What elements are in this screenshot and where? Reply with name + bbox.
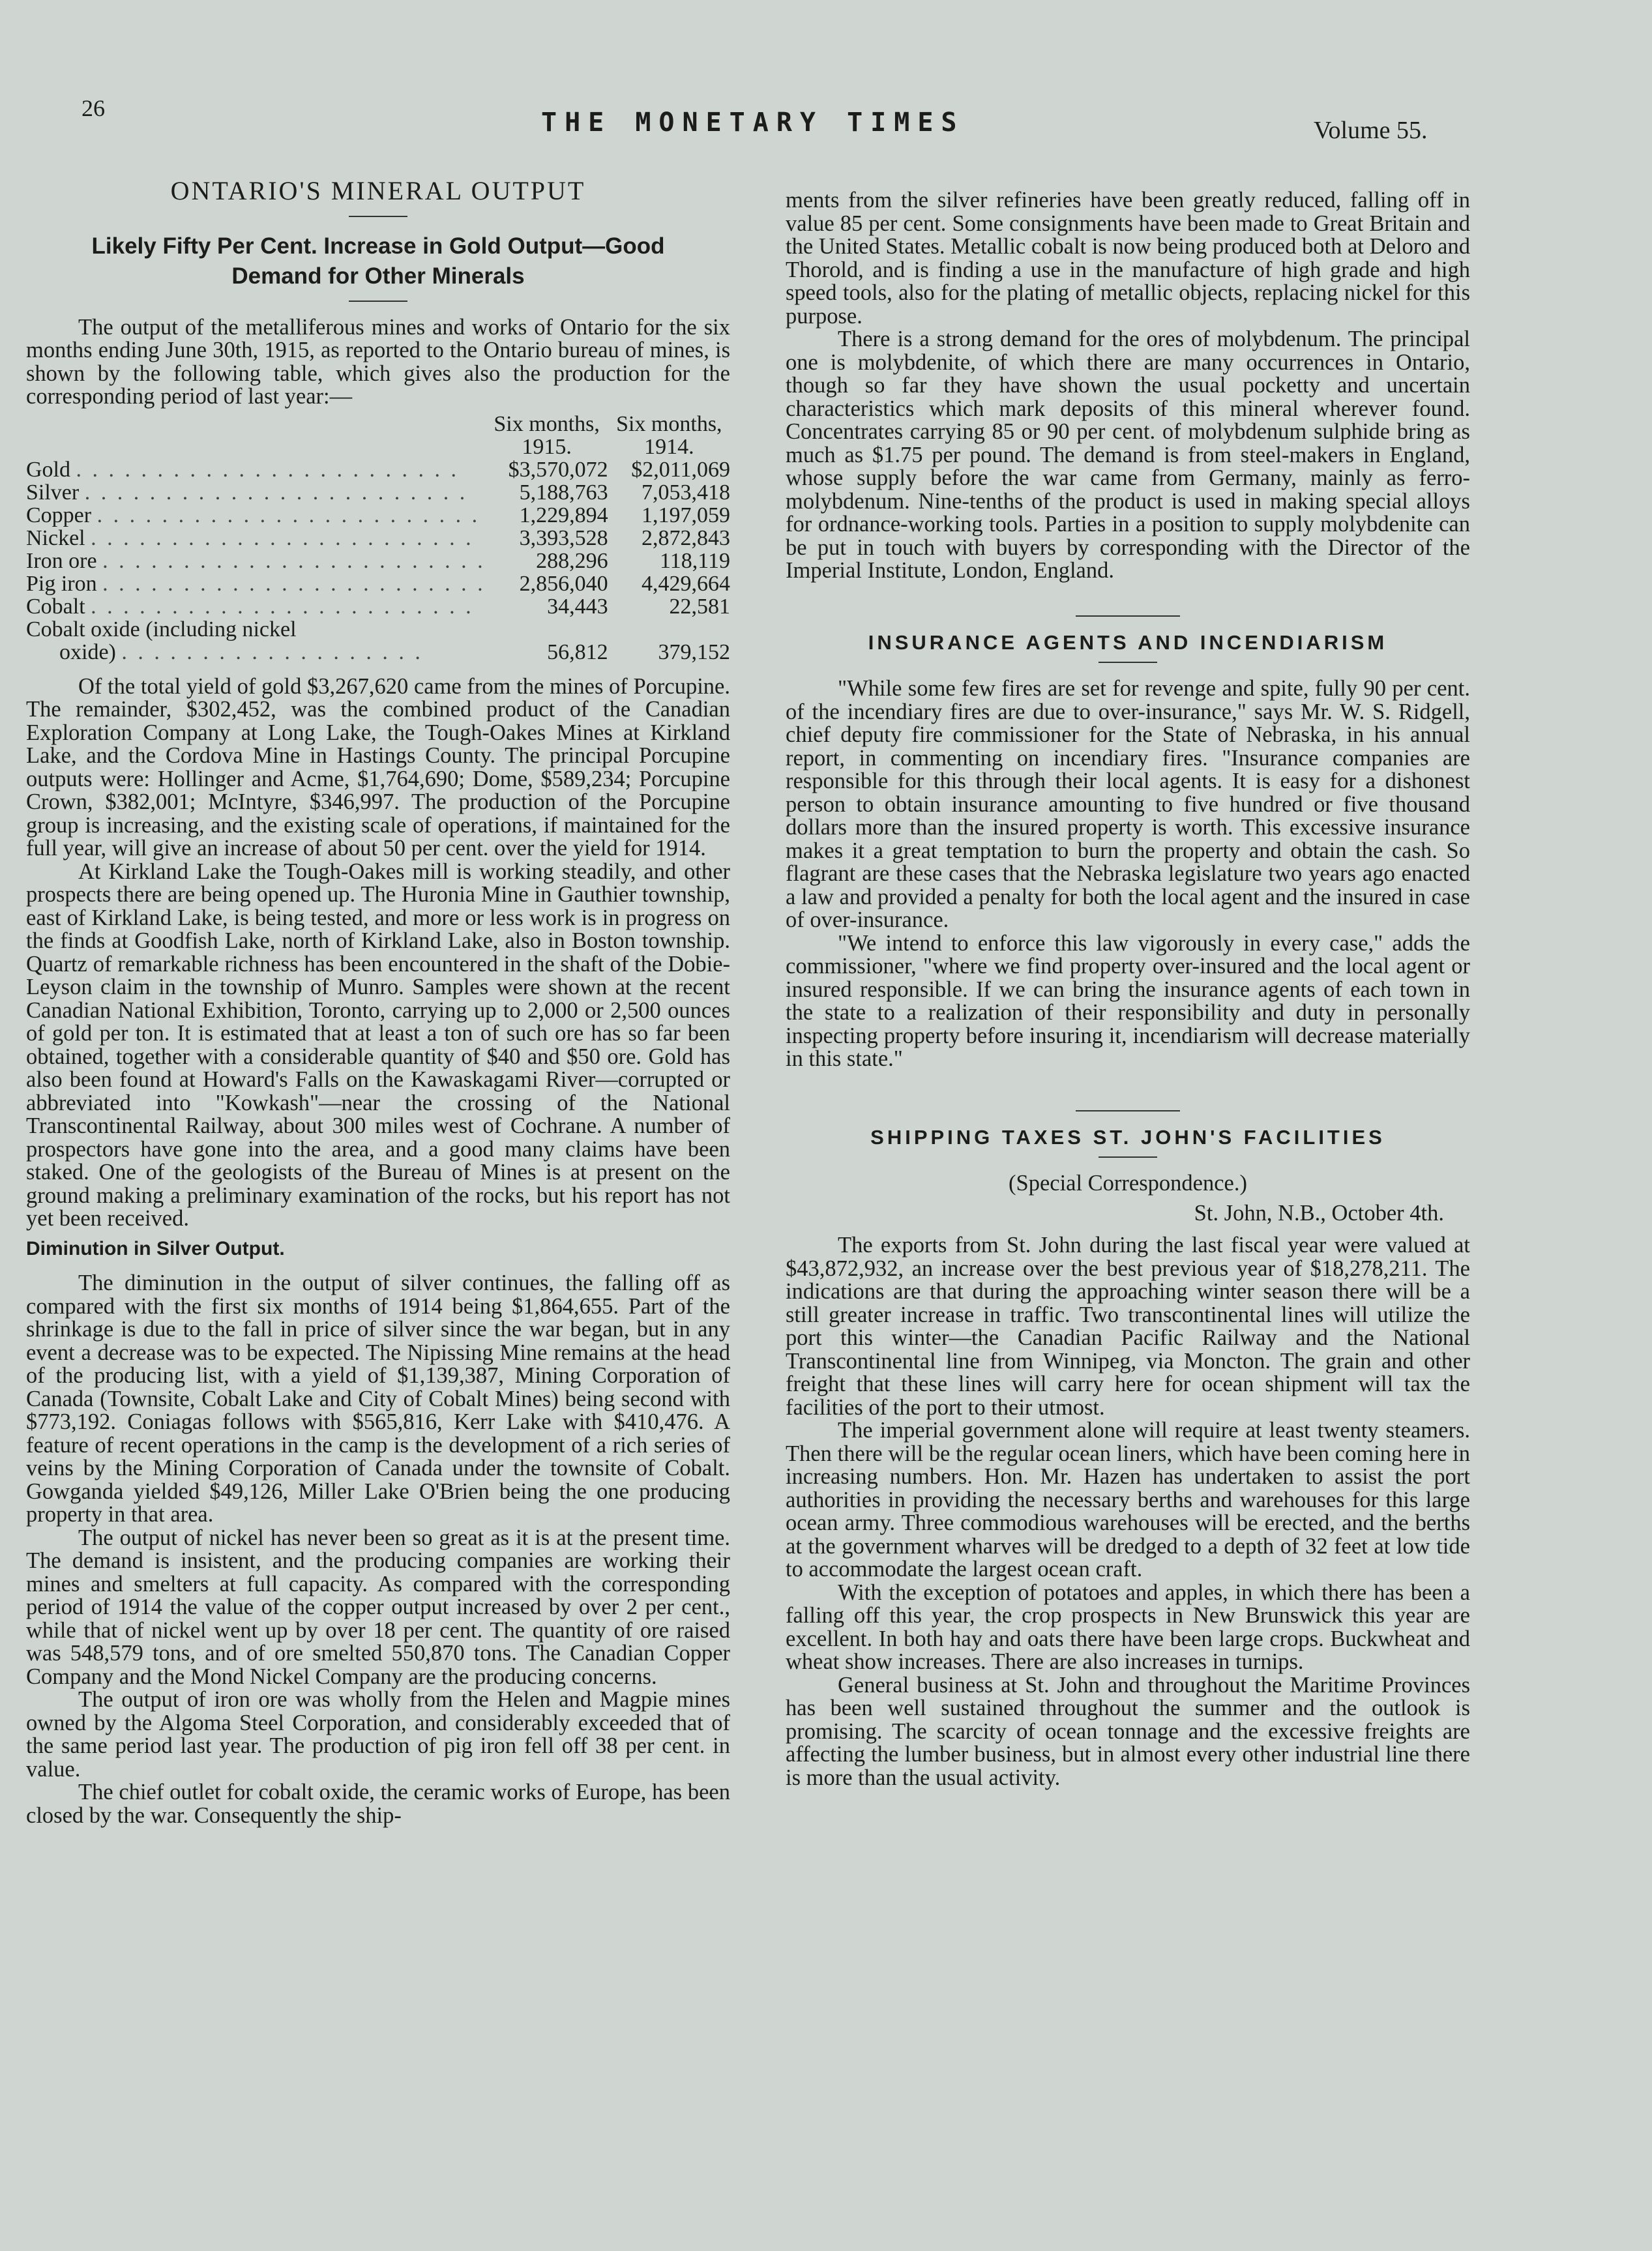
section-heading: Diminution in Silver Output. <box>26 1237 285 1259</box>
page-number: 26 <box>81 95 105 121</box>
table-row: Gold . . . . . . . . . . . . . . . . . . . . . . . . $3,570,072 $2,011,069 <box>26 457 730 482</box>
divider <box>349 301 407 302</box>
dateline: St. John, N.B., October 4th. <box>1194 1200 1444 1226</box>
paragraph: ments from the silver refineries have been greatly reduced, falling off in value 85 per cent. Some consignments have been made to Great Britain and the United States. Metallic cobalt is now being produced both at Deloro and Thorold, and is finding a use in the manufacture of high grade and high speed tools, also for the plating of metallic objects, replacing nickel for this purpose. <box>786 188 1470 329</box>
table-row: Nickel . . . . . . . . . . . . . . . . . . . . . . . . 3,393,528 2,872,843 <box>26 525 730 550</box>
paragraph: The output of nickel has never been so great as it is at the present time. The demand is insistent, and the producing companies are working their mines and smelters at full capacity. As compared with the corresponding period of 1914 the value of the copper output increased by over 2 per cent., while that of nickel went up by over 18 per cent. The quantity of ore raised was 548,579 tons, and of ore smelted 550,870 tons. The Canadian Copper Company and the Mond Nickel Company are the producing concerns. <box>26 1525 730 1689</box>
divider <box>1076 1110 1180 1111</box>
paragraph: There is a strong demand for the ores of molybdenum. The principal one is molybdenite, of which there are many occurrences in Ontario, though so far they have shown the usual pocketty and uncertain characteristics which mark deposits of this mineral wherever found. Concentrates carrying 85 or 90 per cent. of molybdenum sulphide bring as much as $1.75 per pound. The demand is from steel-makers in England, whose supply before the war came from Germany, mainly as ferro-molybdenum. Nine-tenths of the product is used in making special alloys for ordnance-working tools. Parties in a position to supply molybdenite can be put in touch with buyers by corresponding with the Director of the Imperial Institute, London, England. <box>786 327 1470 583</box>
article-title: SHIPPING TAXES ST. JOHN'S FACILITIES <box>870 1125 1385 1149</box>
table-row: Pig iron . . . . . . . . . . . . . . . . . . . . . . . . 2,856,040 4,429,664 <box>26 571 730 596</box>
divider <box>1076 615 1180 617</box>
subtitle-line: Likely Fifty Per Cent. Increase in Gold Output—Good <box>91 233 665 259</box>
paragraph: The imperial government alone will require at least twenty steamers. Then there will be the regular ocean liners, which have been coming here in increasing numbers. Hon. Mr. Hazen has undertaken to assist the port authorities in providing the necessary berths and warehouses for this large ocean army. Three commodious warehouses will be erected, and the berths at the government wharves will be dredged to a depth of 32 feet at low tide to accommodate the largest ocean craft. <box>786 1418 1470 1582</box>
divider <box>1099 662 1157 663</box>
paragraph: The chief outlet for cobalt oxide, the ceramic works of Europe, has been closed by the war. Consequently the ship- <box>26 1780 730 1828</box>
article-title: INSURANCE AGENTS AND INCENDIARISM <box>868 630 1388 654</box>
column-header: Six months, 1914. <box>616 411 722 459</box>
paragraph: The output of the metalliferous mines and works of Ontario for the six months ending June 30th, 1915, as reported to the Ontario bureau of mines, is shown by the following table, which gives also the production for the corresponding period of last year:— <box>26 314 730 409</box>
paragraph: With the exception of potatoes and apples, in which there has been a falling off this year, the crop prospects in New Brunswick this year are excellent. In both hay and oats there have been large crops. Buckwheat and wheat show increases. There are also increases in turnips. <box>786 1580 1470 1674</box>
table-row: oxide) . . . . . . . . . . . . . . . . . . . 56,812 379,152 <box>59 640 730 664</box>
paragraph: At Kirkland Lake the Tough-Oakes mill is working steadily, and other prospects there are being opened up. The Huronia Mine in Gauthier township, east of Kirkland Lake, is being tested, and more or less work is in progress on the finds at Goodfish Lake, north of Kirkland Lake, also in Boston township. Quartz of remarkable richness has been encountered in the shaft of the Dobie-Leyson claim in the township of Munro. Samples were shown at the recent Canadian National Exhibition, Toronto, carrying up to 2,000 or 2,500 ounces of gold per ton. It is estimated that at least a ton of such ore has so far been obtained, together with a considerable quantity of $40 and $50 ore. Gold has also been found at Howard's Falls on the Kawaskagami River—corrupted or abbreviated into "Kowkash"—near the crossing of the National Transcontinental Railway, about 300 miles west of Cochrane. A number of prospectors have gone into the area, and a good many claims have been staked. One of the geologists of the Bureau of Mines is at present on the ground making a preliminary examination of the rocks, but his report has not yet been received. <box>26 859 730 1231</box>
paragraph: "We intend to enforce this law vigorously in every case," adds the commissioner, "where we find property over-insured and the local agent or insured responsible. If we can bring the insurance agents of each town in the state to a realization of their responsibility and duty in personally inspecting property before insuring it, incendiarism will decrease materially in this state." <box>786 930 1470 1071</box>
byline: (Special Correspondence.) <box>1009 1171 1247 1196</box>
table-row: Copper . . . . . . . . . . . . . . . . . . . . . . . . 1,229,894 1,197,059 <box>26 503 730 527</box>
right-column <box>786 189 1470 1789</box>
paragraph: The exports from St. John during the last fiscal year were valued at $43,872,932, an increase over the best previous year of $18,278,211. The indications are that during the approaching winter season there will be a still greater increase in traffic. Two transcontinental lines will utilize the port this winter—the Canadian Pacific Railway and the National Transcontinental line from Winnipeg, via Moncton. The grain and other freight that these lines will carry here for ocean shipment will tax the facilities of the port to their utmost. <box>786 1233 1470 1420</box>
subtitle-line: Demand for Other Minerals <box>231 263 525 289</box>
article-title: ONTARIO'S MINERAL OUTPUT <box>170 176 586 205</box>
table-row: Silver . . . . . . . . . . . . . . . . . . . . . . . . 5,188,763 7,053,418 <box>26 480 730 505</box>
volume-label: Volume 55. <box>1314 117 1428 144</box>
mineral-output-table <box>26 413 730 664</box>
table-row: Cobalt oxide (including nickel <box>26 617 297 641</box>
column-header: Six months, 1915. <box>494 411 600 459</box>
table-header-row <box>26 413 730 458</box>
table-row: Cobalt . . . . . . . . . . . . . . . . . . . . . . . . 34,443 22,581 <box>26 594 730 619</box>
article-subtitle <box>26 231 730 291</box>
paragraph: "While some few fires are set for revenge and spite, fully 90 per cent. of the incendiary fires are due to over-insurance," says Mr. W. S. Ridgell, chief deputy fire commissioner for the State of Nebraska, in his annual report, in commenting on incendiary fires. "Insurance companies are responsible for this through their local agents. It is easy for a dishonest person to obtain insurance amounting to five hundred or five thousand dollars more than the insured property is worth. This excessive insurance makes it a great temptation to burn the property and obtain the cash. So flagrant are these cases that the Nebraska legislature two years ago enacted a law and provided a penalty for both the local agent and the insured in case of over-insurance. <box>786 676 1470 932</box>
left-column <box>26 173 730 1827</box>
divider <box>1099 1156 1157 1158</box>
table-row: Iron ore . . . . . . . . . . . . . . . . . . . . . . . . 288,296 118,119 <box>26 548 730 573</box>
paragraph: Of the total yield of gold $3,267,620 came from the mines of Porcupine. The remainder, $302,452, was the combined product of the Canadian Exploration Company at Long Lake, the Tough-Oakes Mines at Kirkland Lake, and the Cordova Mine in Hastings County. The principal Porcupine outputs were: Hollinger and Acme, $1,764,690; Dome, $589,234; Porcupine Crown, $382,001; McIntyre, $346,997. The production of the Porcupine group is increasing, and the existing scale of operations, if maintained for the full year, will give an increase of about 50 per cent. over the yield for 1914. <box>26 673 730 861</box>
divider <box>349 216 407 217</box>
paragraph: The diminution in the output of silver continues, the falling off as compared with the first six months of 1914 being $1,864,655. Part of the shrinkage is due to the fall in price of silver since the war began, but in any event a decrease was to be expected. The Nipissing Mine remains at the head of the producing list, with a yield of $1,139,387, Mining Corporation of Canada (Townsite, Cobalt Lake and City of Cobalt Mines) being second with $773,192. Coniagas follows with $565,816, Kerr Lake with $410,476. A feature of recent operations in the camp is the development of a rich series of veins by the Mining Corporation of Canada under the townsite of Cobalt. Gowganda yielded $49,126, Miller Lake O'Brien being the one producing property in that area. <box>26 1271 730 1527</box>
publication-title: THE MONETARY TIMES <box>541 108 965 138</box>
paragraph: General business at St. John and throughout the Maritime Provinces has been well sustained throughout the summer and the outlook is promising. The scarcity of ocean tonnage and the excessive freights are affecting the lumber business, but in almost every other industrial line there is more than the usual activity. <box>786 1672 1470 1790</box>
paragraph: The output of iron ore was wholly from the Helen and Magpie mines owned by the Algoma Steel Corporation, and considerably exceeded that of the same period last year. The production of pig iron fell off 38 per cent. in value. <box>26 1687 730 1782</box>
